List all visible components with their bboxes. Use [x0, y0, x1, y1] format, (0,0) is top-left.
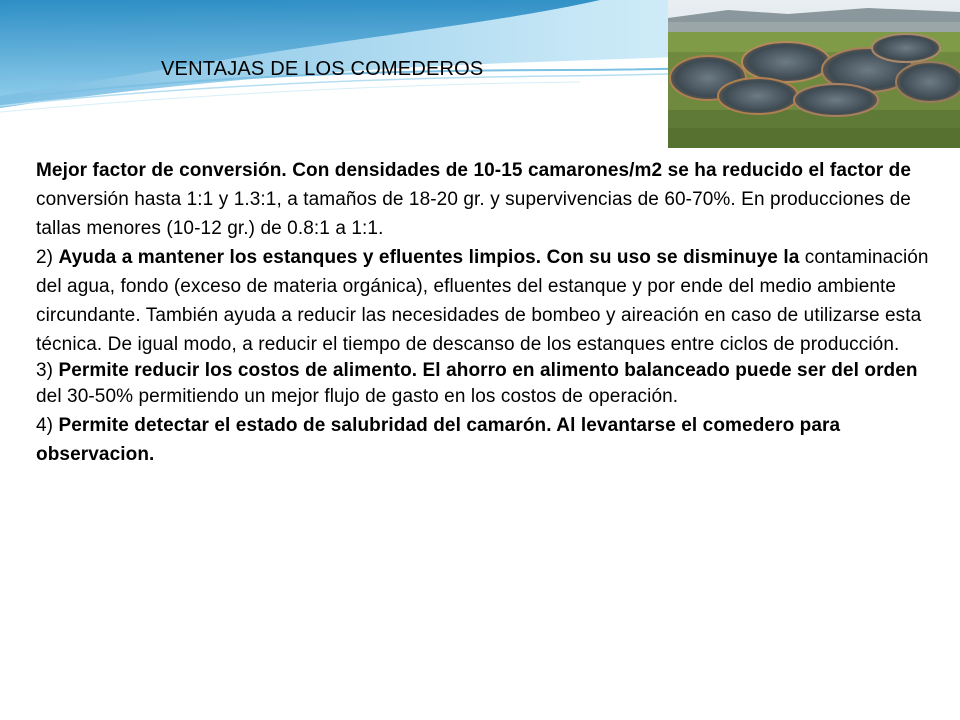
text-run: contaminación del agua, fondo (exceso de materia orgánica), efluentes del estanque y por ende del medio ambiente circundante. También ayuda a reducir las necesidades de bombeo y aireación en caso de utilizarse esta técnica. De igual modo, a reducir el tiempo de descanso de los estanques entre ciclos de producción.	[36, 247, 929, 355]
paragraph-1	[36, 156, 950, 243]
paragraph-2	[36, 243, 950, 359]
paragraph-3	[36, 359, 950, 382]
bold-text-run: Mejor factor de conversión. Con densidades de 10-15 camarones/m2 se ha reducido el factor de	[36, 160, 912, 181]
bold-text-run: Ayuda a mantener los estanques y efluentes limpios. Con su uso se disminuye la	[58, 247, 800, 268]
text-run: del 30-50% permitiendo un mejor flujo de gasto en los costos de operación.	[36, 386, 679, 407]
feeder-trays-photo	[668, 0, 960, 148]
paragraph-4	[36, 382, 950, 411]
text-run: 3)	[36, 360, 59, 381]
text-run: 2)	[36, 247, 59, 268]
slide-body	[36, 156, 950, 469]
bold-text-run: Permite detectar el estado de salubridad del camarón. Al levantarse el comedero para observacion.	[36, 415, 841, 465]
text-run: 4)	[36, 415, 59, 436]
slide-title: VENTAJAS DE LOS COMEDEROS	[161, 58, 484, 80]
paragraph-5	[36, 411, 950, 469]
text-run: conversión hasta 1:1 y 1.3:1, a tamaños de 18-20 gr. y supervivencias de 60-70%. En producciones de tallas menores (10-12 gr.) de 0.8:1 a 1:1.	[36, 189, 911, 239]
bold-text-run: Permite reducir los costos de alimento. El ahorro en alimento balanceado puede ser del orden	[58, 360, 918, 381]
